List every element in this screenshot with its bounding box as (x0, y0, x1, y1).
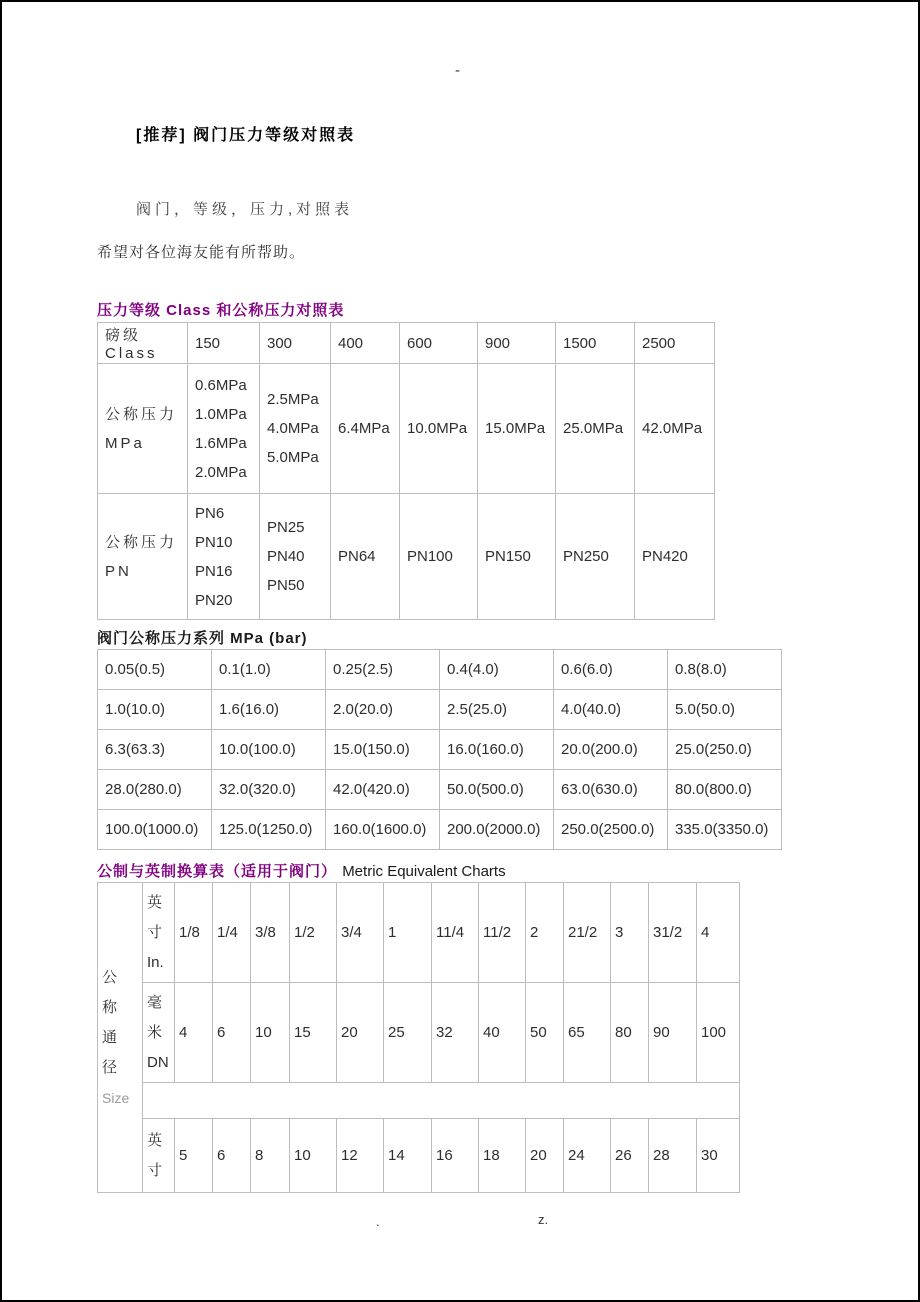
cell-line: DN (147, 1053, 169, 1071)
series-cell: 100.0(1000.0) (98, 810, 212, 850)
series-cell: 25.0(250.0) (668, 730, 782, 770)
series-cell: 2.5(25.0) (440, 690, 554, 730)
cell-line: 2.0MPa (195, 463, 247, 481)
table-row (98, 323, 715, 364)
mm-value: 4 (175, 983, 213, 1083)
series-cell: 1.0(10.0) (98, 690, 212, 730)
inch2-value: 24 (564, 1119, 611, 1193)
cell-line: PN100 (407, 548, 453, 565)
series-cell: 28.0(280.0) (98, 770, 212, 810)
series-cell: 1.6(16.0) (212, 690, 326, 730)
cell-line: 毫 (147, 993, 163, 1011)
pressure-cell (188, 494, 260, 620)
table-row (98, 494, 715, 620)
inch2-value: 30 (697, 1119, 740, 1193)
table-row (98, 1083, 740, 1119)
cell-line: 寸 (147, 1161, 163, 1179)
class-header-value: 900 (478, 323, 556, 364)
series-cell: 0.1(1.0) (212, 650, 326, 690)
cell-line: PN150 (485, 548, 531, 565)
inch2-value: 8 (251, 1119, 290, 1193)
inch-row-label (143, 883, 175, 983)
mm-value: 32 (432, 983, 479, 1083)
series-cell: 0.05(0.5) (98, 650, 212, 690)
cell-line: 15.0MPa (485, 420, 546, 437)
cell-line: PN10 (195, 533, 233, 551)
metric-table-heading (97, 860, 506, 881)
cell-line: 25.0MPa (563, 420, 624, 437)
table-row (98, 1119, 740, 1193)
series-cell: 20.0(200.0) (554, 730, 668, 770)
class-header-value: 400 (331, 323, 400, 364)
series-cell: 6.3(63.3) (98, 730, 212, 770)
mm-value: 20 (337, 983, 384, 1083)
cell-line: 5.0MPa (267, 449, 319, 466)
metric-heading-cn: 公制与英制换算表（适用于阀门） (97, 863, 338, 880)
cell-line: PN20 (195, 591, 233, 609)
cell-line: PN16 (195, 562, 233, 580)
series-cell: 63.0(630.0) (554, 770, 668, 810)
mm-value: 25 (384, 983, 432, 1083)
series-cell: 0.8(8.0) (668, 650, 782, 690)
pressure-cell (556, 494, 635, 620)
series-cell: 200.0(2000.0) (440, 810, 554, 850)
cell-line: MPa (105, 434, 145, 452)
cell-line: PN6 (195, 504, 225, 522)
cell-line: 10.0MPa (407, 420, 468, 437)
series-cell: 80.0(800.0) (668, 770, 782, 810)
inch-value: 11/4 (432, 883, 479, 983)
series-cell: 0.6(6.0) (554, 650, 668, 690)
pressure-class-table (97, 322, 715, 620)
cell-line: 6.4MPa (338, 420, 390, 437)
pressure-cell (635, 494, 715, 620)
series-cell: 16.0(160.0) (440, 730, 554, 770)
inch-value: 3 (611, 883, 649, 983)
pressure-cell (478, 364, 556, 494)
cell-line: 通 (102, 1028, 118, 1046)
pressure-cell (188, 364, 260, 494)
class-header-value: 300 (260, 323, 331, 364)
inch-value: 1/4 (213, 883, 251, 983)
series-cell: 10.0(100.0) (212, 730, 326, 770)
metric-heading-en: Metric Equivalent Charts (342, 863, 506, 880)
table-row (98, 770, 782, 810)
series-cell: 15.0(150.0) (326, 730, 440, 770)
inch-value: 1 (384, 883, 432, 983)
inch2-value: 6 (213, 1119, 251, 1193)
class-header-value: 1500 (556, 323, 635, 364)
inch-value: 4 (697, 883, 740, 983)
inch-value: 3/8 (251, 883, 290, 983)
series-cell: 42.0(420.0) (326, 770, 440, 810)
series-cell: 335.0(3350.0) (668, 810, 782, 850)
inch2-value: 26 (611, 1119, 649, 1193)
inch2-value: 5 (175, 1119, 213, 1193)
table-row (98, 883, 740, 983)
table-row (98, 730, 782, 770)
cell-line: 英 (147, 893, 163, 911)
cell-line: 42.0MPa (642, 420, 703, 437)
cell-line: PN25 (267, 519, 305, 536)
cell-line: PN420 (642, 548, 688, 565)
series-cell: 50.0(500.0) (440, 770, 554, 810)
cell-line: PN64 (338, 548, 376, 565)
row-label (98, 494, 188, 620)
table-row (98, 810, 782, 850)
cell-line: 2.5MPa (267, 391, 319, 408)
cell-line: 0.6MPa (195, 376, 247, 394)
mm-value: 90 (649, 983, 697, 1083)
document-subtitle: 阀门，等级，压力,对照表 (136, 201, 354, 218)
class-header-value: 600 (400, 323, 478, 364)
class-header-value: 150 (188, 323, 260, 364)
inch-value: 31/2 (649, 883, 697, 983)
mm-row-label (143, 983, 175, 1083)
pressure-cell (635, 364, 715, 494)
mm-value: 6 (213, 983, 251, 1083)
pressure-cell (260, 494, 331, 620)
series-cell: 5.0(50.0) (668, 690, 782, 730)
cell-line: 公 (102, 968, 118, 986)
cell-line: 4.0MPa (267, 420, 319, 437)
inch2-value: 12 (337, 1119, 384, 1193)
pressure-cell (556, 364, 635, 494)
table-row (98, 690, 782, 730)
inch-value: 2 (526, 883, 564, 983)
mm-value: 40 (479, 983, 526, 1083)
cell-line: 公称压力 (105, 405, 178, 423)
series-cell: 32.0(320.0) (212, 770, 326, 810)
metric-equivalent-table (97, 882, 740, 1193)
cell-line: 米 (147, 1023, 163, 1041)
spacer-cell (143, 1083, 740, 1119)
inch-value: 21/2 (564, 883, 611, 983)
mm-value: 65 (564, 983, 611, 1083)
document-title: [推荐] 阀门压力等级对照表 (136, 127, 356, 144)
cell-line: 称 (102, 998, 118, 1016)
inch2-row-label (143, 1119, 175, 1193)
series-cell: 0.25(2.5) (326, 650, 440, 690)
series-cell: 4.0(40.0) (554, 690, 668, 730)
mpa-series-heading: 阀门公称压力系列 MPa (bar) (97, 630, 308, 647)
inch2-value: 28 (649, 1119, 697, 1193)
mm-value: 100 (697, 983, 740, 1083)
footer-mark: z. (538, 1212, 549, 1227)
pressure-cell (260, 364, 331, 494)
table-row (98, 364, 715, 494)
inch2-value: 20 (526, 1119, 564, 1193)
mm-value: 80 (611, 983, 649, 1083)
pressure-cell (331, 494, 400, 620)
pressure-series-table (97, 649, 782, 850)
table-row (98, 983, 740, 1083)
class-table-heading: 压力等级 Class 和公称压力对照表 (97, 302, 345, 319)
cell-line: PN40 (267, 548, 305, 565)
cell-line: 寸 (147, 923, 163, 941)
table-row (98, 650, 782, 690)
inch2-value: 16 (432, 1119, 479, 1193)
row-label (98, 364, 188, 494)
series-cell: 2.0(20.0) (326, 690, 440, 730)
series-cell: 0.4(4.0) (440, 650, 554, 690)
inch2-value: 14 (384, 1119, 432, 1193)
series-cell: 160.0(1600.0) (326, 810, 440, 850)
size-label-en: Size (102, 1089, 130, 1106)
inch-value: 1/2 (290, 883, 337, 983)
class-header-label: 磅级 Class (98, 323, 188, 364)
cell-line: In. (147, 953, 164, 971)
pressure-cell (400, 364, 478, 494)
top-dash-mark: - (455, 62, 460, 79)
inch-value: 11/2 (479, 883, 526, 983)
mm-value: 10 (251, 983, 290, 1083)
cell-line: PN250 (563, 548, 609, 565)
inch2-value: 10 (290, 1119, 337, 1193)
inch2-value: 18 (479, 1119, 526, 1193)
inch-value: 1/8 (175, 883, 213, 983)
pressure-cell (331, 364, 400, 494)
cell-line: PN (105, 562, 132, 580)
inch-value: 3/4 (337, 883, 384, 983)
series-cell: 250.0(2500.0) (554, 810, 668, 850)
mm-value: 50 (526, 983, 564, 1083)
mm-value: 15 (290, 983, 337, 1083)
cell-line: 公称压力 (105, 533, 178, 551)
footer-dot: . (376, 1214, 380, 1229)
cell-line: 径 (102, 1058, 118, 1076)
cell-line: 英 (147, 1131, 163, 1149)
pressure-cell (478, 494, 556, 620)
cell-line: PN50 (267, 577, 305, 594)
pressure-cell (400, 494, 478, 620)
class-header-value: 2500 (635, 323, 715, 364)
size-column-label (98, 883, 143, 1193)
cell-line: 1.0MPa (195, 405, 247, 423)
intro-text: 希望对各位海友能有所帮助。 (97, 244, 306, 261)
series-cell: 125.0(1250.0) (212, 810, 326, 850)
cell-line: 1.6MPa (195, 434, 247, 452)
